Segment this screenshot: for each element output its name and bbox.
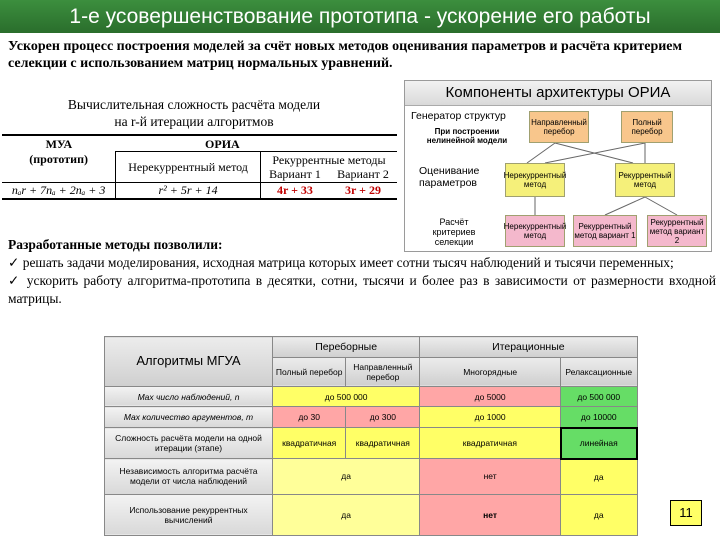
cell-dir: до 300: [346, 407, 420, 428]
developed-heading: Разработанные методы позволили:: [8, 237, 223, 252]
developed-section: [8, 236, 716, 308]
arrow-1: [527, 143, 555, 163]
cell-multi: нет: [420, 459, 561, 494]
cell-relax: да: [561, 494, 637, 536]
col-full: Полный перебор: [273, 357, 346, 386]
var1-label: Вариант 1: [269, 167, 321, 182]
box-rec-v2: Рекуррентный метод вариант 2: [647, 215, 707, 247]
group-iter: Итерационные: [420, 337, 637, 358]
table-row: [105, 428, 638, 459]
box-nonrec-1: Нерекуррентный метод: [505, 163, 565, 197]
mgua-table: [104, 336, 638, 536]
cell-enum: да: [273, 494, 420, 536]
architecture-title: Компоненты архитектуры ОРИА: [405, 81, 711, 106]
crit-label: Расчёт критериев селекции: [432, 217, 476, 247]
cell-full: квадратичная: [273, 428, 346, 459]
table-row: [105, 407, 638, 428]
nonrec-label: Нерекуррентный метод: [116, 152, 261, 183]
mua-formula: nₐr + 7nₐ + 2nₐ + 3: [11, 183, 106, 198]
cell-full: до 30: [273, 407, 346, 428]
cell-relax: да: [561, 459, 637, 494]
row-label: Max число наблюдений, n: [105, 386, 273, 407]
col-directed: Направленный перебор: [346, 357, 420, 386]
col-relax: Релаксационные: [561, 357, 637, 386]
arrow-3: [545, 143, 645, 163]
slide-title: 1-е усовершенствование прототипа - ускорение его работы: [0, 0, 720, 33]
var1-formula: 4r + 33: [276, 183, 313, 198]
row-label: Max количество аргументов, m: [105, 407, 273, 428]
cell-multi: квадратичная: [420, 428, 561, 459]
mgua-corner: Алгоритмы МГУА: [105, 337, 273, 387]
gen-sub: При построении нелинейной модели: [426, 127, 508, 145]
box-rec-1: Рекуррентный метод: [615, 163, 675, 197]
check-icon: ✓: [8, 255, 20, 270]
developed-item-2: [8, 272, 716, 308]
row-label: Использование рекуррентных вычислений: [105, 494, 273, 536]
complexity-table: [2, 134, 397, 200]
table-row: [105, 494, 638, 536]
cell-enum: до 500 000: [273, 386, 420, 407]
cell-relax: до 500 000: [561, 386, 637, 407]
var2-formula: 3r + 29: [345, 183, 381, 198]
developed-item-2-text: ускорить работу алгоритма-прототипа в десятки, сотни, тысячи и более раз в зависимости от размерности входной матрицы.: [8, 273, 717, 306]
cell-relax: до 10000: [561, 407, 637, 428]
cell-multi: до 5000: [420, 386, 561, 407]
arrow-7: [645, 197, 677, 215]
page-number: 11: [670, 500, 702, 526]
check-icon: ✓: [8, 273, 22, 288]
mua-label: МУА: [45, 136, 73, 151]
mua-sub: (прототип): [29, 151, 88, 166]
oria-label: ОРИА: [205, 136, 240, 151]
box-nonrec-2: Нерекуррентный метод: [505, 215, 565, 247]
complexity-title: [14, 96, 374, 130]
developed-item-1-text: решать задачи моделирования, исходная матрица которых имеет сотни тысяч наблюдений и тысячи переменных;: [22, 255, 674, 270]
box-full: Полный перебор: [621, 111, 673, 143]
row-label: Независимость алгоритма расчёта модели от числа наблюдений: [105, 459, 273, 494]
complexity-title-line1: Вычислительная сложность расчёта модели: [67, 97, 321, 112]
cell-multi: до 1000: [420, 407, 561, 428]
architecture-diagram: [404, 80, 712, 252]
col-multirow: Многорядные: [420, 357, 561, 386]
cell-multi: нет: [420, 494, 561, 536]
rec-label: Рекуррентные методы: [260, 152, 397, 167]
arrow-6: [605, 197, 645, 215]
cell-relax: линейная: [561, 428, 637, 459]
var2-label: Вариант 2: [337, 167, 389, 182]
intro-text: Ускорен процесс построения моделей за счёт новых методов оценивания параметров и расчёта критерием селекции с использованием матриц нормальных уравнений.: [8, 39, 683, 71]
box-directed: Направленный перебор: [529, 111, 589, 143]
row-label: Сложность расчёта модели на одной итерации (этапе): [105, 428, 273, 459]
est-label: Оценивание параметров: [419, 165, 480, 189]
nonrec-formula: r² + 5r + 14: [116, 182, 261, 199]
cell-dir: квадратичная: [346, 428, 420, 459]
developed-item-1: [8, 254, 716, 272]
table-row: [105, 386, 638, 407]
gen-label: Генератор структур: [411, 110, 506, 122]
box-rec-v1: Рекуррентный метод вариант 1: [573, 215, 637, 247]
group-enum: Переборные: [273, 337, 420, 358]
table-row: [105, 459, 638, 494]
complexity-title-line2: на r-й итерации алгоритмов: [114, 114, 274, 129]
cell-enum: да: [273, 459, 420, 494]
